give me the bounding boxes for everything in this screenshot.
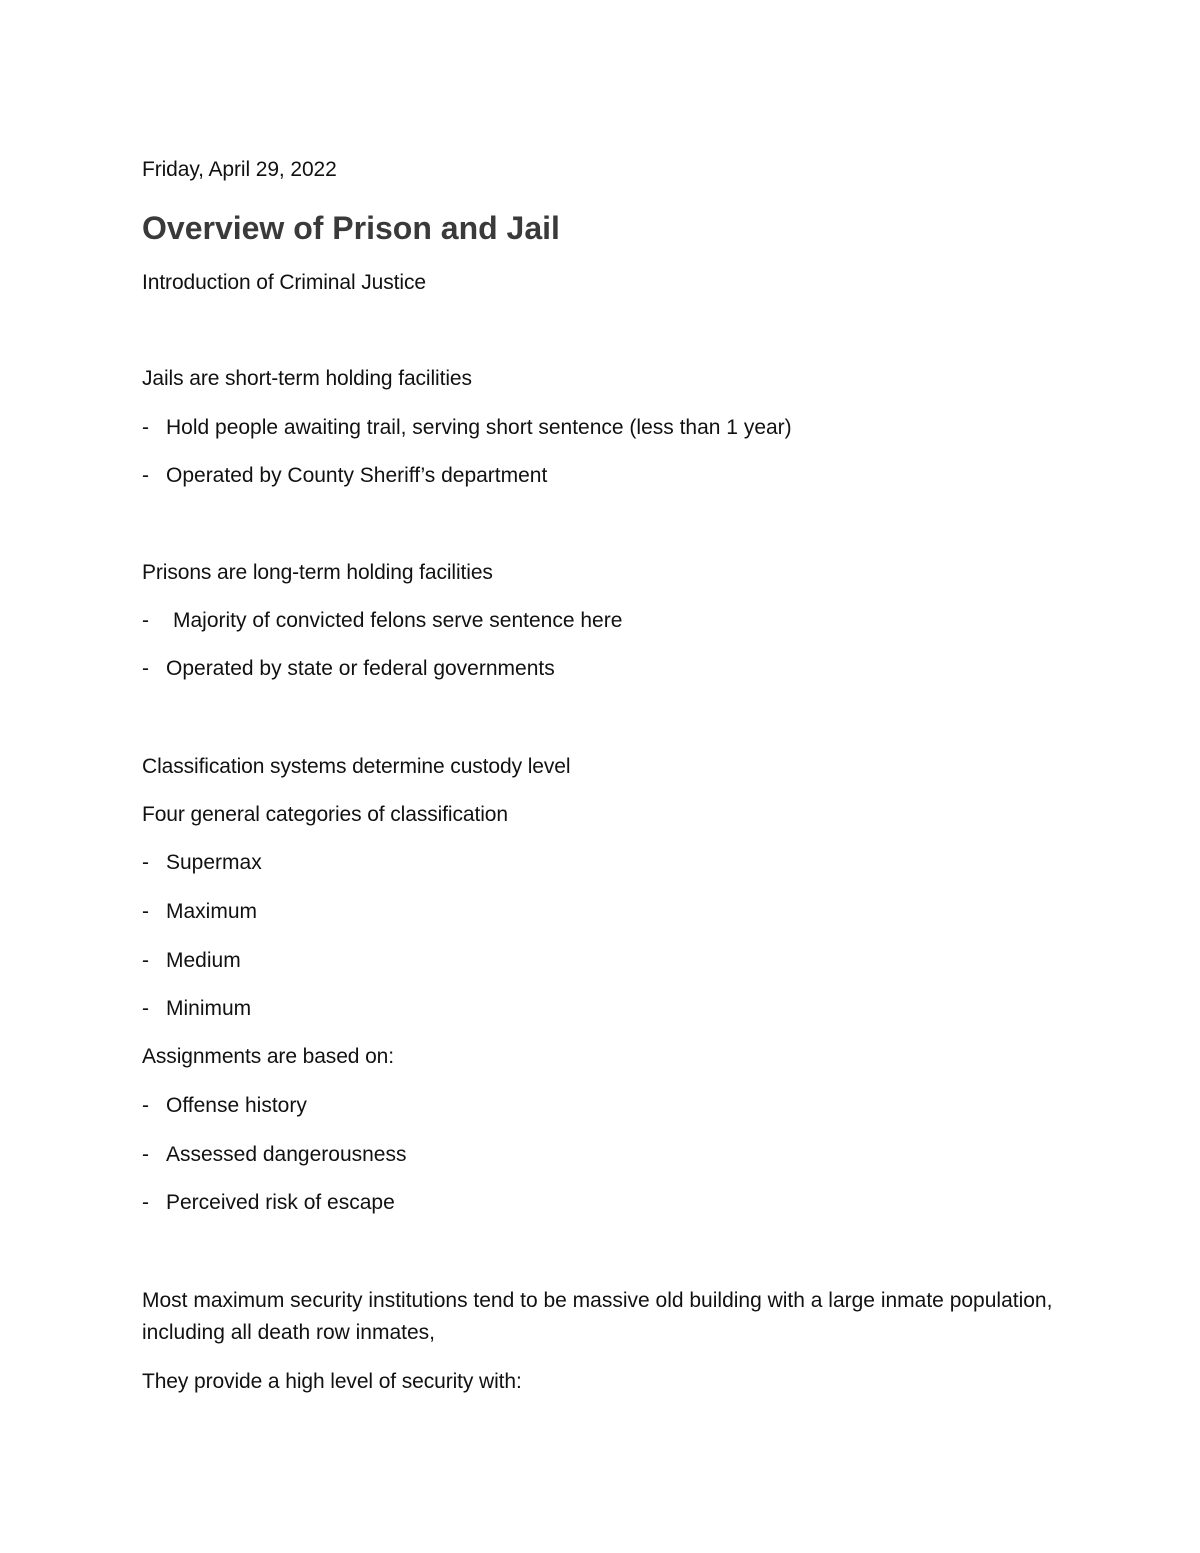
bullet-dash: -: [142, 1191, 149, 1214]
list-item-text: Minimum: [166, 997, 252, 1020]
list-item-text: Maximum: [166, 900, 258, 923]
list-item-text: Operated by state or federal governments: [166, 657, 555, 680]
prisons-heading: Prisons are long-term holding facilities: [142, 561, 493, 584]
bullet-dash: -: [142, 949, 149, 972]
list-item: [142, 897, 257, 927]
list-item: [142, 994, 251, 1024]
list-item-text: Medium: [166, 949, 241, 972]
maximum-security-closing: They provide a high level of security with:: [142, 1370, 522, 1393]
bullet-dash: -: [142, 1143, 149, 1166]
maximum-security-paragraph: Most maximum security institutions tend to be massive old building with a large inmate population, including all death row inmates,: [142, 1289, 1053, 1344]
list-item: [142, 1140, 407, 1170]
document-title: Overview of Prison and Jail: [142, 210, 560, 246]
course-subtitle: Introduction of Criminal Justice: [142, 271, 426, 294]
list-item-text: Majority of convicted felons serve sentence here: [173, 609, 623, 632]
bullet-dash: -: [142, 609, 149, 632]
bullet-dash: -: [142, 900, 149, 923]
list-item: [142, 413, 792, 443]
classification-heading: Classification systems determine custody level: [142, 755, 571, 778]
jails-heading: Jails are short-term holding facilities: [142, 367, 472, 390]
list-item-text: Offense history: [166, 1094, 307, 1117]
list-item: [142, 1188, 395, 1218]
bullet-dash: -: [142, 657, 149, 680]
list-item: [142, 606, 622, 636]
classification-subheading: Four general categories of classification: [142, 803, 508, 826]
bullet-dash: -: [142, 997, 149, 1020]
list-item: [142, 654, 555, 684]
bullet-dash: -: [142, 464, 149, 487]
bullet-dash: -: [142, 416, 149, 439]
list-item: [142, 1091, 307, 1121]
bullet-dash: -: [142, 851, 149, 874]
list-item: [142, 461, 547, 491]
list-item-text: Perceived risk of escape: [166, 1191, 395, 1214]
list-item: [142, 848, 262, 878]
list-item-text: Operated by County Sheriff’s department: [166, 464, 548, 487]
list-item-text: Hold people awaiting trail, serving short sentence (less than 1 year): [166, 416, 792, 439]
list-item-text: Assessed dangerousness: [166, 1143, 407, 1166]
assignments-heading: Assignments are based on:: [142, 1045, 394, 1068]
list-item: [142, 946, 241, 976]
document-date: Friday, April 29, 2022: [142, 158, 337, 181]
list-item-text: Supermax: [166, 851, 262, 874]
bullet-dash: -: [142, 1094, 149, 1117]
